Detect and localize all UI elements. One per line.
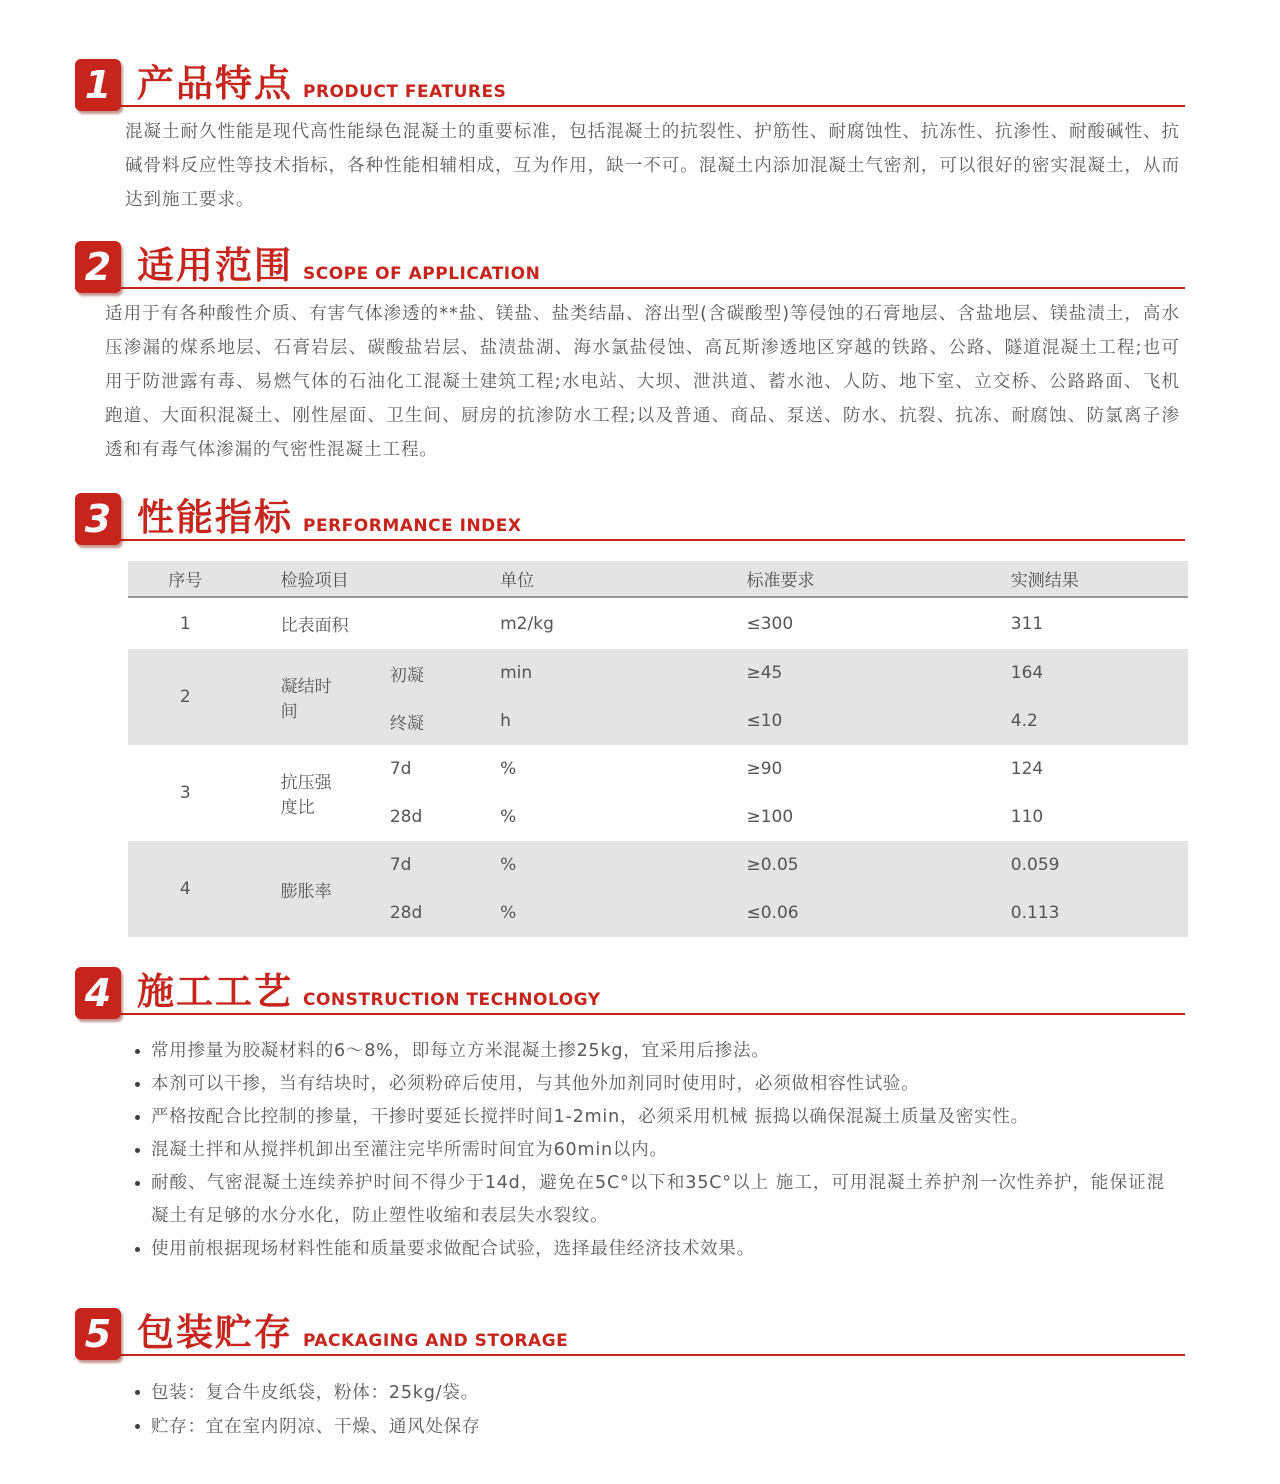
cell-sub: 28d	[389, 903, 423, 923]
section-performance-index	[75, 489, 1185, 937]
table-row	[128, 597, 1188, 649]
table-row	[128, 841, 1188, 889]
cell-result: 124	[1010, 759, 1044, 779]
section-3-title-zh: 性能指标	[137, 496, 293, 539]
table-row	[128, 745, 1188, 793]
cell-no: 1	[179, 613, 191, 634]
section-packaging-storage	[75, 1304, 1185, 1444]
col-header-item: 检验项目	[243, 561, 444, 597]
section-5-title-zh: 包装贮存	[137, 1311, 293, 1354]
cell-sub: 28d	[389, 807, 423, 827]
list-item: 贮存：宜在室内阴凉、干燥、通风处保存	[135, 1410, 1165, 1444]
section-5-number-badge: 5	[75, 1308, 121, 1360]
scope-paragraph: 适用于有各种酸性介质、有害气体渗透的**盐、镁盐、盐类结晶、溶出型(含碳酸型)等侵蚀的石膏地层、含盐地层、镁盐渍土，高水压渗漏的煤系地层、石膏岩层、碳酸盐岩层、盐渍盐湖、海水氯盐侵蚀、高瓦斯渗透地区穿越的铁路、公路、隧道混凝土工程;也可用于防泄露有毒、易燃气体的石油化工混凝土建筑工程;水电站、大坝、泄洪道、蓄水池、人防、地下室、立交桥、公路路面、飞机跑道、大面积混凝土、刚性屋面、卫生间、厨房的抗渗防水工程;以及普通、商品、泵送、防水、抗裂、抗冻、耐腐蚀、防氯离子渗透和有毒气体渗漏的气密性混凝土工程。	[105, 304, 1180, 460]
cell-unit: %	[500, 759, 517, 779]
cell-item: 比表面积	[280, 616, 349, 636]
cell-item: 凝结时间	[243, 649, 343, 745]
list-item: 包装：复合牛皮纸袋，粉体：25kg/袋。	[135, 1376, 1165, 1410]
section-4-header	[75, 963, 1185, 1015]
section-1-header	[75, 55, 1185, 107]
cell-standard: ≥45	[746, 663, 783, 683]
section-4-number-badge: 4	[75, 967, 121, 1019]
section-5-header	[75, 1304, 1185, 1356]
list-item: 常用掺量为胶凝材料的6～8%，即每立方米混凝土掺25kg，宜采用后掺法。	[135, 1035, 1165, 1068]
cell-standard: ≥100	[746, 807, 794, 827]
section-1-title-en: PRODUCT FEATURES	[303, 82, 507, 102]
section-3-number-badge: 3	[75, 493, 121, 545]
section-scope-of-application	[75, 237, 1185, 467]
cell-standard: ≥0.05	[746, 855, 799, 875]
cell-no: 4	[128, 841, 243, 937]
list-item: 使用前根据现场材料性能和质量要求做配合试验，选择最佳经济技术效果。	[135, 1233, 1165, 1266]
cell-result: 0.113	[1010, 903, 1060, 923]
performance-index-table	[128, 561, 1188, 937]
list-item: 混凝土拌和从搅拌机卸出至灌注完毕所需时间宜为60min以内。	[135, 1134, 1165, 1167]
cell-result: 164	[1010, 663, 1044, 683]
cell-item: 膨胀率	[243, 841, 343, 937]
cell-sub: 7d	[389, 759, 412, 779]
packaging-bullet-list	[75, 1376, 1185, 1444]
cell-unit: %	[500, 903, 517, 923]
cell-unit: %	[500, 855, 517, 875]
col-header-standard: 标准要求	[690, 561, 959, 597]
section-2-title-en: SCOPE OF APPLICATION	[303, 264, 541, 284]
construction-bullet-list	[75, 1035, 1185, 1266]
section-2-number-badge: 2	[75, 241, 121, 293]
section-1-number-badge: 1	[75, 59, 121, 111]
cell-no: 3	[179, 783, 191, 803]
list-item: 耐酸、气密混凝土连续养护时间不得少于14d，避免在5C°以下和35C°以上 施工，可用混凝土养护剂一次性养护，能保证混凝土有足够的水分水化，防止塑性收缩和表层失水裂纹。	[135, 1167, 1165, 1233]
list-item: 本剂可以干掺，当有结块时，必须粉碎后使用，与其他外加剂同时使用时，必须做相容性试验。	[135, 1068, 1165, 1101]
cell-unit: %	[500, 807, 517, 827]
cell-unit: min	[500, 663, 533, 683]
cell-item: 抗压强度比	[280, 773, 332, 818]
section-3-title-en: PERFORMANCE INDEX	[303, 516, 522, 536]
section-2-title-zh: 适用范围	[137, 244, 293, 287]
section-4-title-zh: 施工工艺	[137, 970, 293, 1013]
section-4-title-en: CONSTRUCTION TECHNOLOGY	[303, 990, 601, 1010]
cell-result: 0.059	[1010, 855, 1060, 875]
section-product-features	[75, 55, 1185, 217]
cell-standard: ≤0.06	[746, 903, 799, 923]
cell-result: 311	[1010, 613, 1044, 634]
cell-sub: 初凝	[389, 665, 424, 686]
cell-result: 110	[1010, 807, 1044, 827]
cell-no: 2	[128, 649, 243, 745]
cell-sub: 终凝	[389, 713, 424, 734]
col-header-unit: 单位	[443, 561, 689, 597]
cell-result: 4.2	[1010, 711, 1038, 731]
table-row	[128, 649, 1188, 697]
section-construction-technology	[75, 963, 1185, 1266]
col-header-no: 序号	[128, 561, 243, 597]
product-features-paragraph: 混凝土耐久性能是现代高性能绿色混凝土的重要标准，包括混凝土的抗裂性、护筋性、耐腐蚀性、抗冻性、抗渗性、耐酸碱性、抗碱骨料反应性等技术指标，各种性能相辅相成，互为作用，缺一不可。混凝土内添加混凝土气密剂，可以很好的密实混凝土，从而达到施工要求。	[125, 122, 1180, 210]
col-header-result: 实测结果	[959, 561, 1188, 597]
cell-unit: m2/kg	[500, 613, 554, 634]
cell-standard: ≤10	[746, 711, 783, 731]
cell-unit: h	[500, 711, 511, 731]
table-header-row	[128, 561, 1188, 597]
cell-standard: ≥90	[746, 759, 783, 779]
cell-sub: 7d	[389, 855, 412, 875]
list-item: 严格按配合比控制的掺量，干掺时要延长搅拌时间1-2min，必须采用机械 振捣以确保混凝土质量及密实性。	[135, 1101, 1165, 1134]
section-1-title-zh: 产品特点	[137, 62, 293, 105]
section-2-header	[75, 237, 1185, 289]
section-5-title-en: PACKAGING AND STORAGE	[303, 1331, 569, 1351]
section-3-header	[75, 489, 1185, 541]
cell-standard: ≤300	[746, 613, 794, 634]
